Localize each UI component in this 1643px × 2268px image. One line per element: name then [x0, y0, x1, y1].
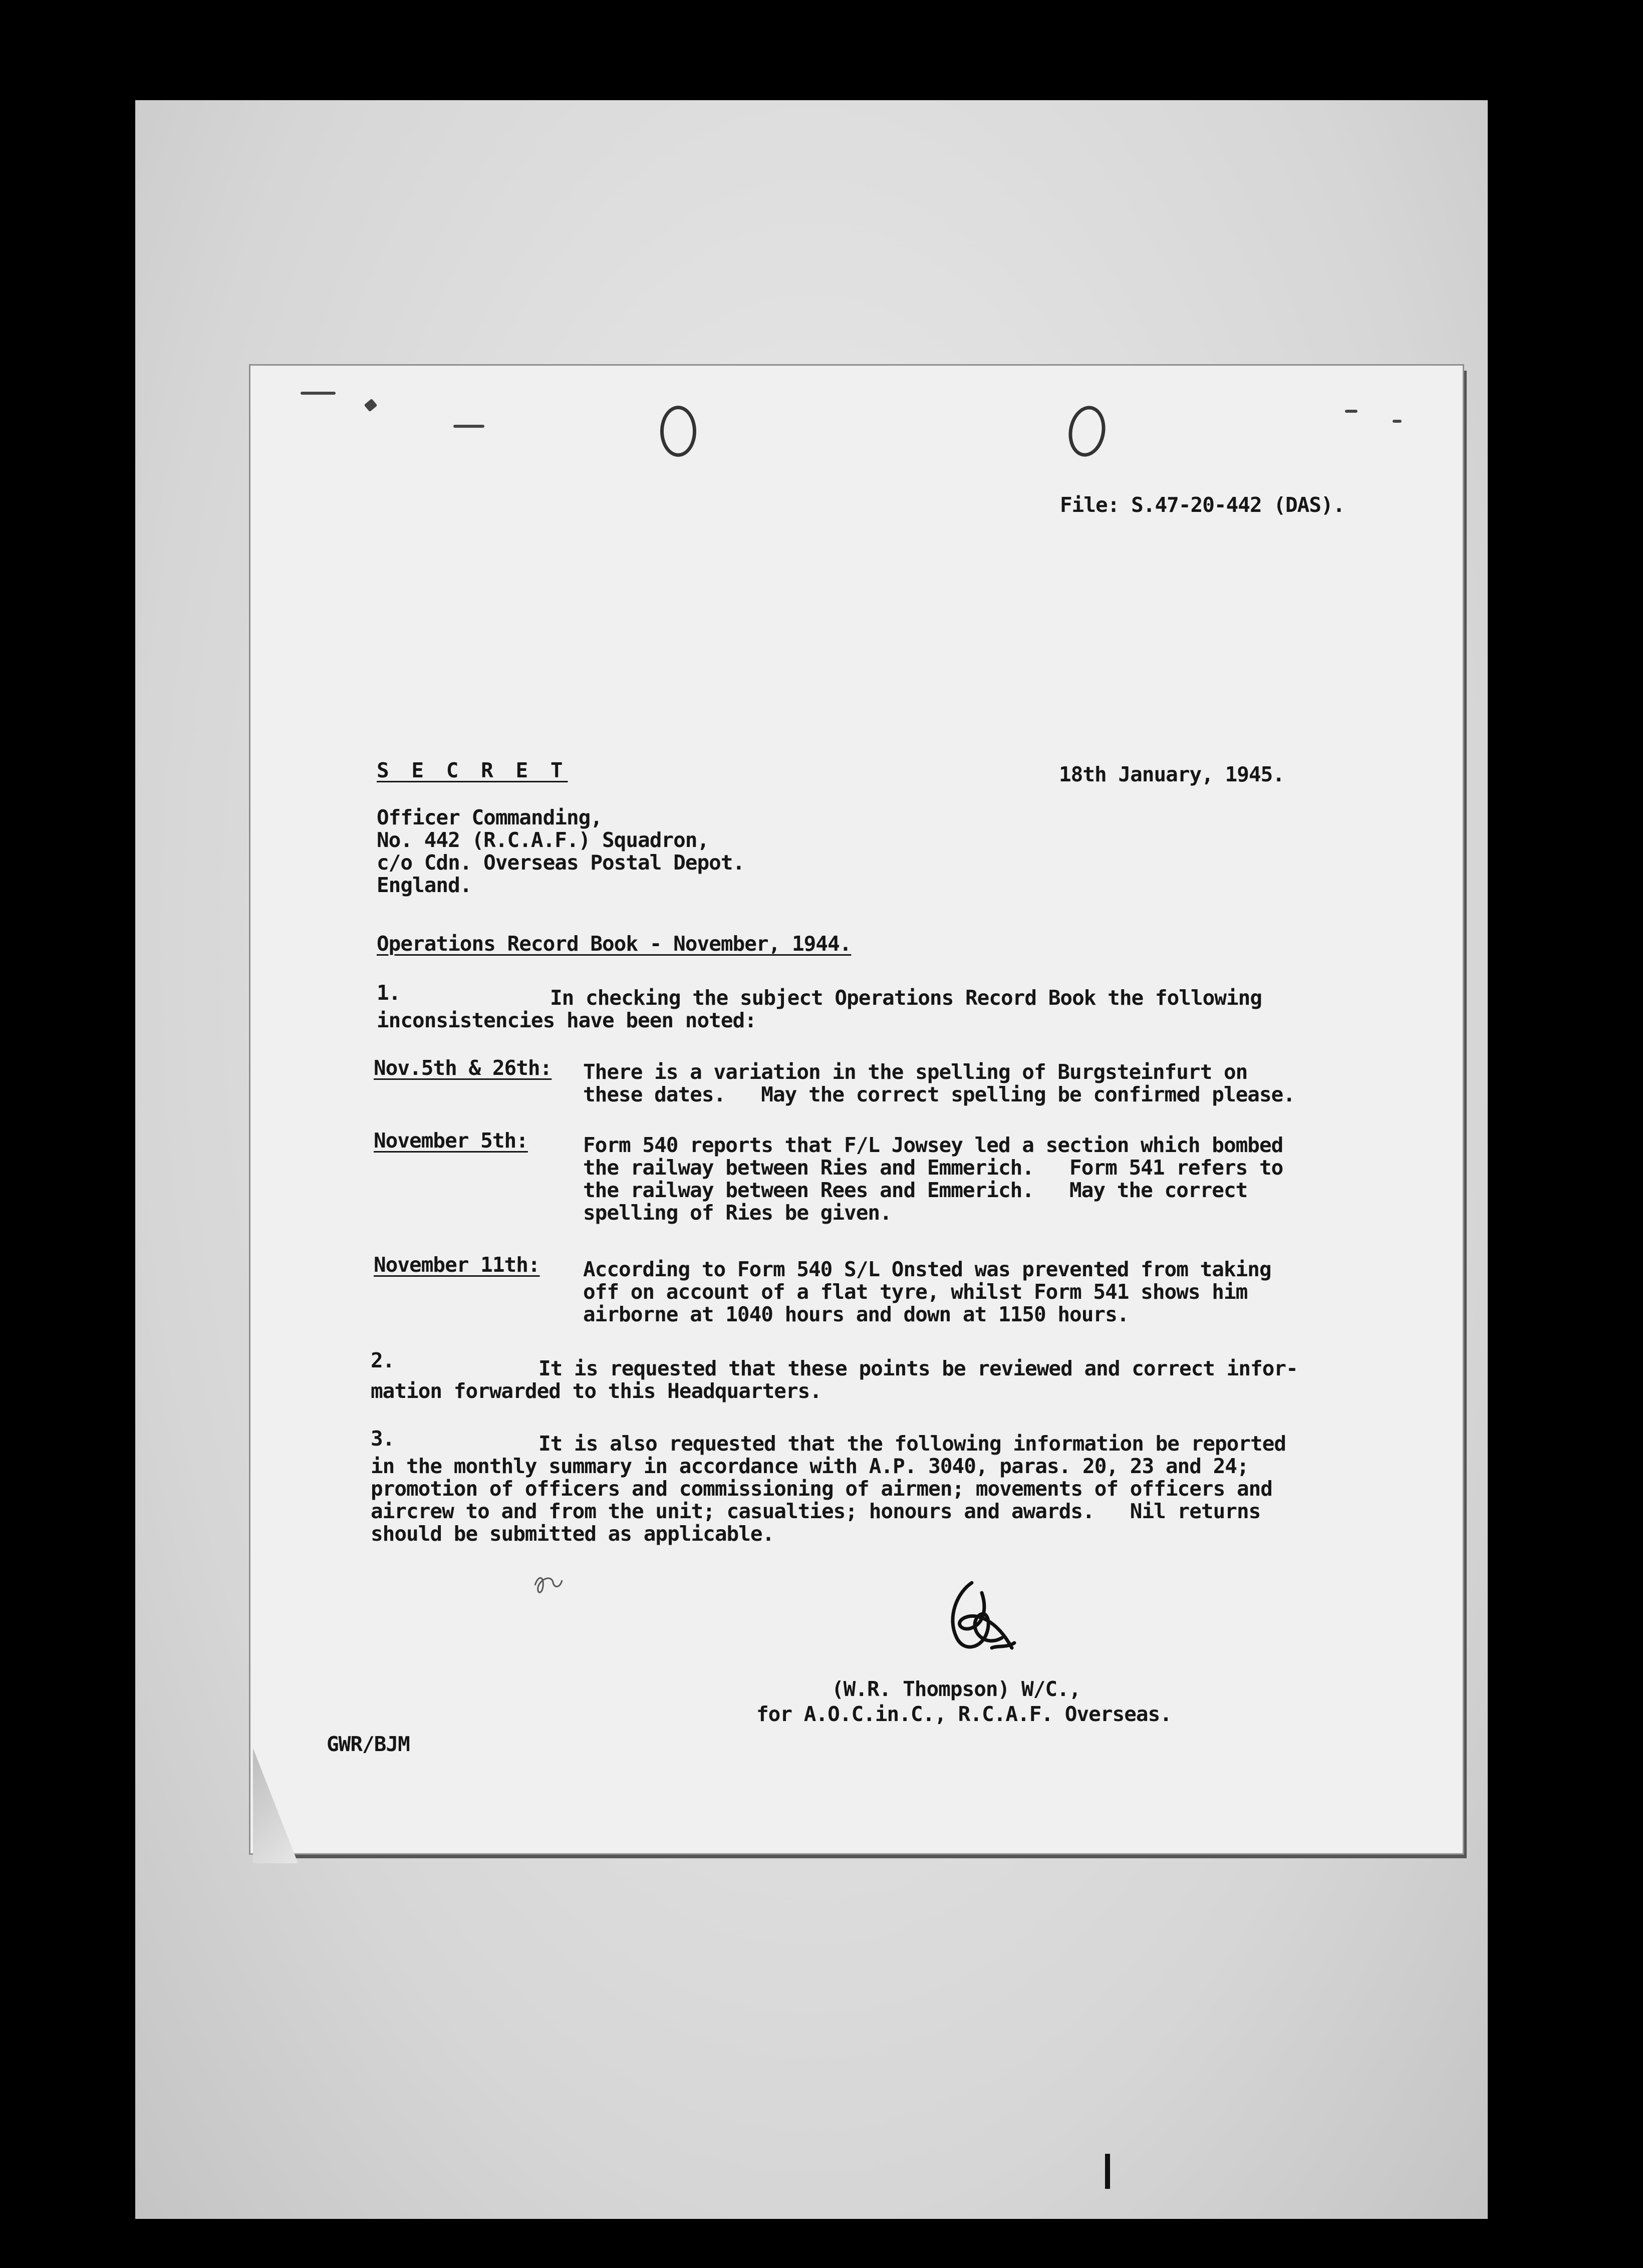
item-line: these dates. May the correct spelling be confirmed please. — [583, 1082, 1295, 1106]
typist-initials: GWR/BJM — [327, 1732, 410, 1756]
item-line: off on account of a flat tyre, whilst Form 541 shows him — [583, 1280, 1248, 1304]
classification-label: S E C R E T — [377, 758, 568, 782]
pencil-mark — [531, 1565, 566, 1600]
para-2-number: 2. — [371, 1348, 395, 1372]
item-line: According to Form 540 S/L Onsted was prevented from taking — [583, 1257, 1271, 1281]
para-1-number: 1. — [377, 981, 401, 1005]
speck-mark — [1345, 410, 1357, 413]
para-2-line: It is requested that these points be reviewed and correct infor- — [538, 1356, 1298, 1380]
para-1-line: In checking the subject Operations Record Book the following — [550, 986, 1262, 1010]
punch-hole-left — [660, 406, 696, 457]
para-3-line: It is also requested that the following information be reported — [538, 1432, 1286, 1456]
address-line: Officer Commanding, — [377, 805, 602, 829]
para-3-line: should be submitted as applicable. — [371, 1522, 774, 1546]
item-label-nov-5-26: Nov.5th & 26th: — [374, 1056, 552, 1080]
address-line: c/o Cdn. Overseas Postal Depot. — [377, 850, 745, 875]
address-line: England. — [377, 873, 472, 897]
signatory-title: for A.O.C.in.C., R.C.A.F. Overseas. — [756, 1702, 1172, 1726]
item-line: the railway between Ries and Emmerich. Form 541 refers to — [583, 1156, 1283, 1180]
subject-line: Operations Record Book - November, 1944. — [377, 932, 852, 956]
item-label-nov-5: November 5th: — [374, 1128, 528, 1153]
file-reference: File: S.47-20-442 (DAS). — [1060, 493, 1345, 517]
speck-mark — [1393, 420, 1402, 423]
item-line: There is a variation in the spelling of Burgsteinfurt on — [583, 1060, 1248, 1084]
speck-mark — [453, 425, 484, 428]
item-line: the railway between Rees and Emmerich. May the correct — [583, 1178, 1248, 1202]
scan-mark — [1105, 2154, 1110, 2189]
signatory-name: (W.R. Thompson) W/C., — [832, 1677, 1081, 1701]
signature-mark — [937, 1573, 1022, 1668]
letter-date: 18th January, 1945. — [1059, 762, 1284, 786]
para-2-line: mation forwarded to this Headquarters. — [371, 1379, 821, 1403]
item-label-nov-11: November 11th: — [374, 1253, 540, 1277]
para-3-line: aircrew to and from the unit; casualties; honours and awards. Nil returns — [371, 1499, 1261, 1523]
item-line: Form 540 reports that F/L Jowsey led a section which bombed — [583, 1133, 1283, 1157]
para-3-number: 3. — [371, 1427, 395, 1451]
item-line: airborne at 1040 hours and down at 1150 hours. — [583, 1302, 1129, 1326]
para-1-line: inconsistencies have been noted: — [377, 1008, 756, 1032]
address-line: No. 442 (R.C.A.F.) Squadron, — [377, 828, 709, 852]
item-line: spelling of Ries be given. — [583, 1201, 892, 1225]
para-3-line: promotion of officers and commissioning of airmen; movements of officers and — [371, 1477, 1272, 1501]
speck-mark — [301, 392, 336, 395]
para-3-line: in the monthly summary in accordance with A.P. 3040, paras. 20, 23 and 24; — [371, 1454, 1249, 1478]
letter-page — [250, 366, 1463, 1853]
